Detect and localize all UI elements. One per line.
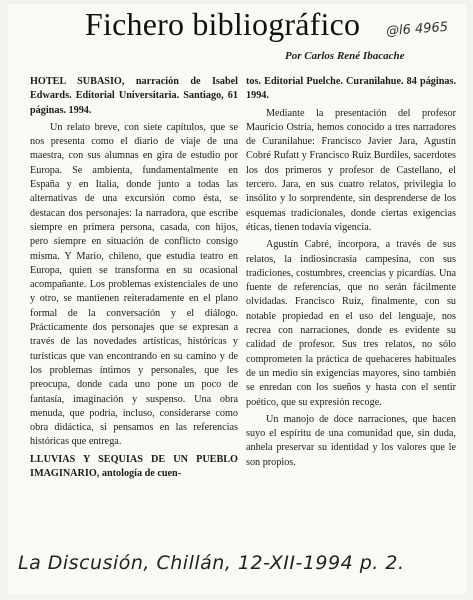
entry-heading-lluvias-end: tos. Editorial Puelche. Curanilahue. 84 páginas. 1994.: [246, 76, 456, 102]
left-column: [30, 75, 238, 481]
right-column: [246, 75, 456, 470]
review-paragraph: Un manojo de doce narraciones, que hacen suyo el espíritu de una comunidad que, sin duda, anhela preservar su identidad y los valores que le son propios.: [246, 413, 456, 468]
handwritten-source-note: La Discusión, Chillán, 12-XII-1994 p. 2.: [18, 552, 405, 574]
article-title: Fichero bibliográfico: [85, 6, 361, 42]
entry-heading-hotel-subasio: HOTEL SUBASIO, narración de Isabel Edwards. Editorial Universitaria. Santiago, 61 páginas. 1994.: [30, 76, 238, 116]
review-paragraph: Mediante la presentación del profesor Mauricio Ostria, hemos conocido a tres narradores de Curanilahue: Francisco Javier Jara, Agustín Cobré Rufatt y Francisco Ruiz Burdiles, sacerdotes los dos primeros y profesor de Castellano, el tercero. Jara, en sus cuatro relatos, privilegia lo insólito y lo sorprendente, sin desprenderse de los esquemas tradicionales, donde ciertas exigencias éticas, tienen todavía vigencia.: [246, 107, 456, 233]
handwritten-catalog-code: @l6 4965: [385, 19, 449, 40]
entry-heading-lluvias-start: LLUVIAS Y SEQUIAS DE UN PUEBLO IMAGINARIO, antología de cuen-: [30, 453, 238, 480]
byline: Por Carlos René Ibacache: [285, 50, 405, 62]
review-paragraph: Agustín Cabré, incorpora, a través de sus relatos, la indiosincrasia campesina, con sus tradiciones, costumbres, creencias y picardías. Una fuente de referencias, que no serán fácilmente olvidadas. Francisco Ruiz, finalmente, con su notable propiedad en el uso del lenguaje, nos recrea con narraciones, donde es evidente su calidad de profesor. Sus tres relatos, no sólo comprometen la práctica de quehaceres habituales de un medio sin exigencias mayores, sino también se enredan con los sueños y hasta con el sentir poético, que su expresión recoge.: [246, 239, 456, 408]
entry-body-hotel-subasio: Un relato breve, con siete capítulos, que se nos presenta como el diario de viaje de una maestra, con sus alumnas en gira de estudio por Europa. Se ambienta, fundamentalmente en España y en Italia, donde junto a todas las alternativas de una excursión como ésta, se destacan dos personajes: la narradora, que escribe siempre en primera persona, casada, con hijos, pero siempre en situación de conflicto consigo misma. Y Mario, chileno, que estudia teatro en Europa, quien se transforma en su ocasional acompañante. Los problemas existenciales de uno y otro, se mantienen reiteradamente en el plano formal de la conversación y el diálogo. Prácticamente dos personajes que se expresan a través de las novedades artísticas, históricas y turísticas que van encontrando en su camino y de los problemas íntimos y personales, que les preocupa, donde cada uno pone un poco de fantasía, imaginación y suspenso. Una obra menuda, que podría, incluso, considerarse como obra didáctica, si pensamos en las referencias históricas que entrega.: [30, 121, 238, 448]
